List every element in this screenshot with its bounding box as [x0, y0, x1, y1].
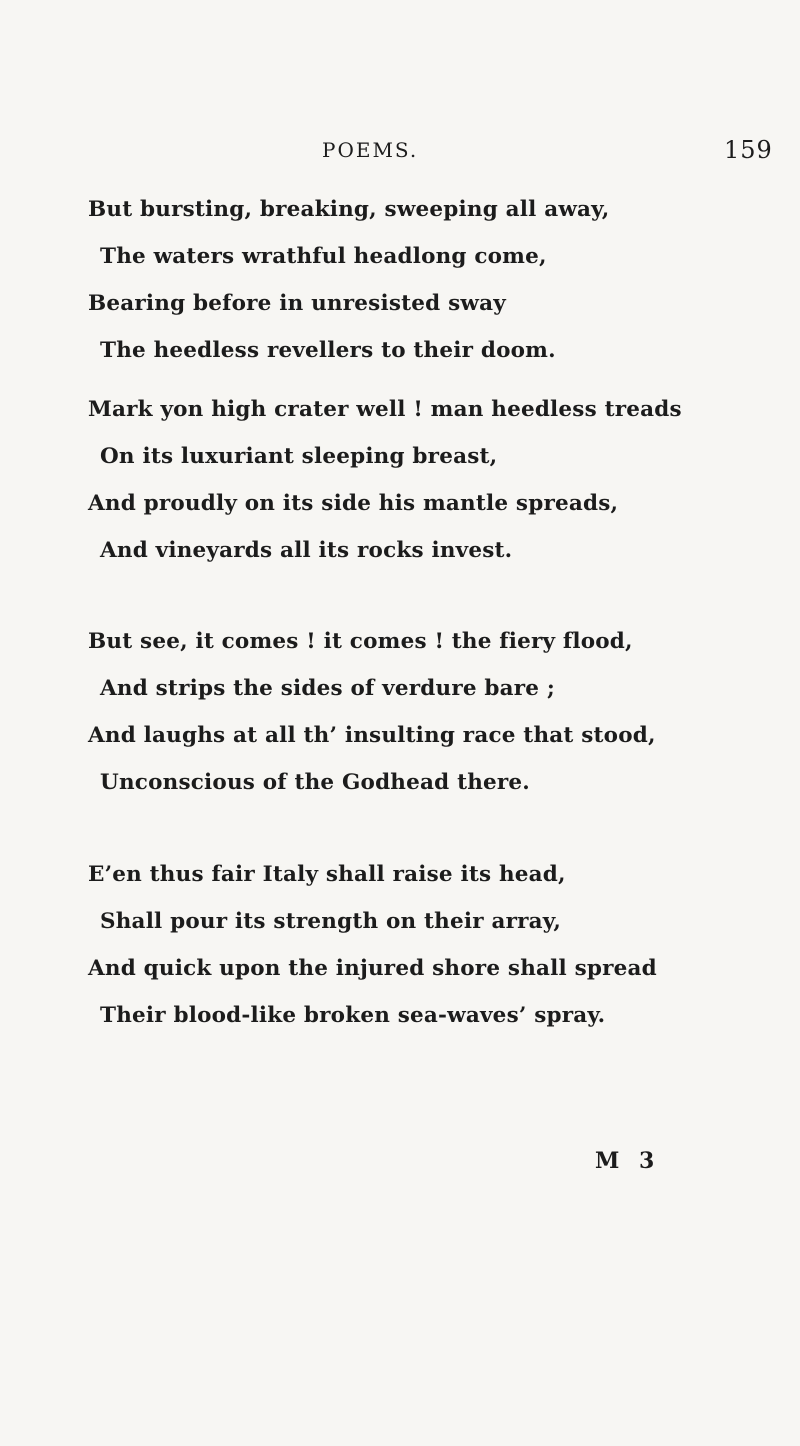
- poem-line: But bursting, breaking, sweeping all away,: [88, 197, 610, 222]
- stanza-4: [88, 851, 788, 1039]
- poem-line: And laughs at all th’ insulting race that stood,: [88, 723, 656, 748]
- poem-line: And strips the sides of verdure bare ;: [100, 676, 556, 701]
- page-number: 159: [724, 136, 773, 164]
- signature-mark: M 3: [595, 1148, 661, 1174]
- poem-line: Their blood-like broken sea-waves’ spray.: [100, 1003, 606, 1028]
- stanza-3: [88, 618, 788, 806]
- poem-line: But see, it comes ! it comes ! the fiery flood,: [88, 629, 633, 654]
- poem-line: Mark yon high crater well ! man heedless treads: [88, 397, 682, 422]
- poem-line: E’en thus fair Italy shall raise its head,: [88, 862, 566, 887]
- poem-line: And proudly on its side his mantle spreads,: [88, 491, 619, 516]
- poem-line: The heedless revellers to their doom.: [100, 338, 556, 363]
- poem-line: Bearing before in unresisted sway: [88, 291, 506, 316]
- header-title: POEMS.: [322, 138, 419, 162]
- stanza-1: [88, 186, 788, 374]
- stanza-2: [88, 386, 788, 574]
- poem-line: The waters wrathful headlong come,: [100, 244, 547, 269]
- poem-line: Shall pour its strength on their array,: [100, 909, 562, 934]
- poem-line: Unconscious of the Godhead there.: [100, 770, 530, 795]
- poem-line: On its luxuriant sleeping breast,: [100, 444, 498, 469]
- poem-line: And vineyards all its rocks invest.: [100, 538, 513, 563]
- running-header: [0, 138, 800, 168]
- poem-line: And quick upon the injured shore shall spread: [88, 956, 657, 981]
